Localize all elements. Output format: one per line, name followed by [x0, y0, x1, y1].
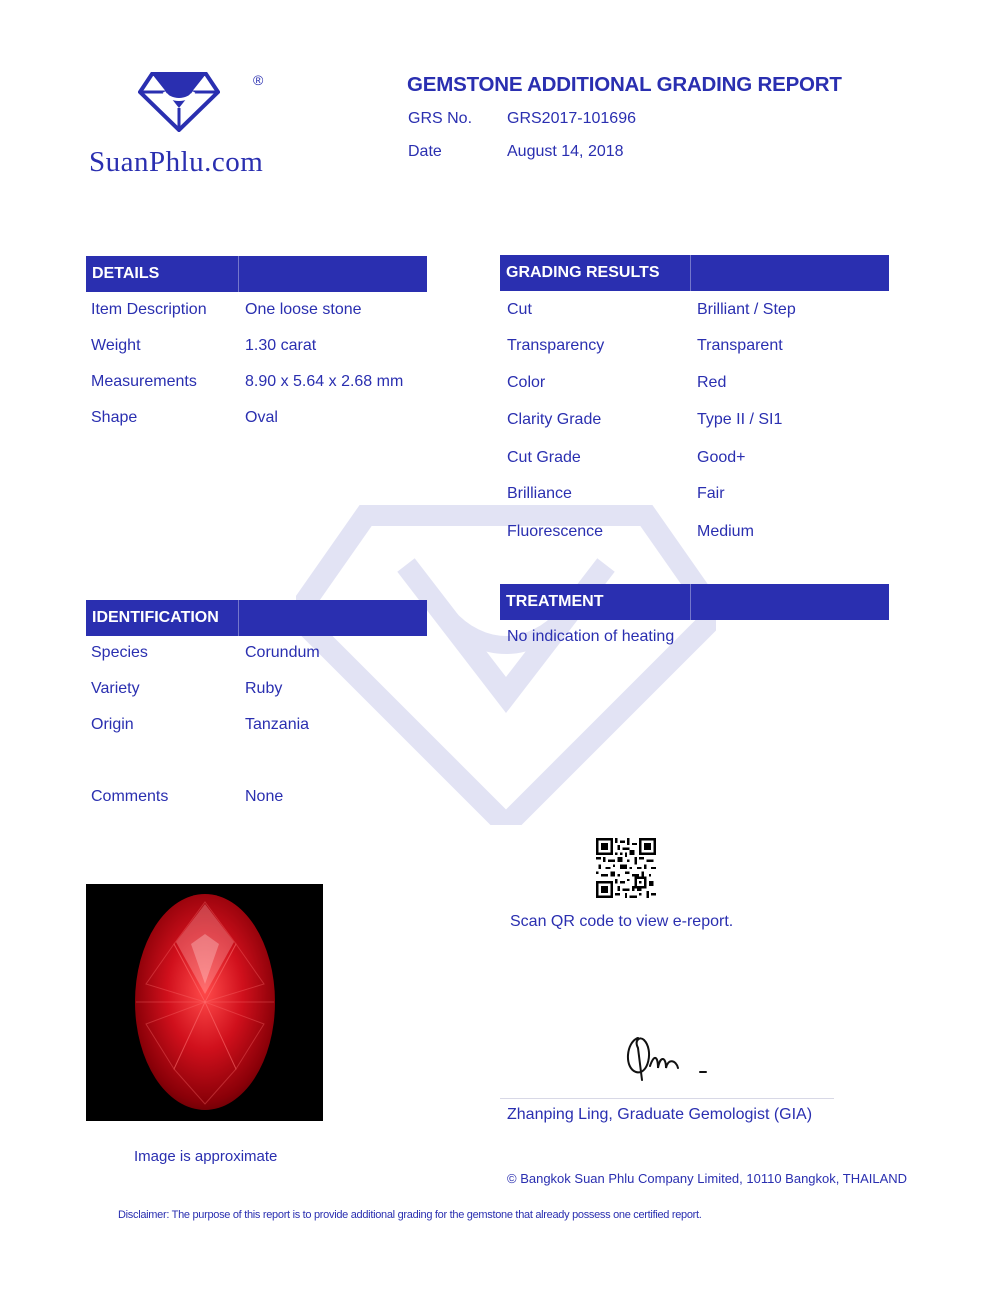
grading-label: Color	[507, 374, 546, 391]
details-label: Shape	[91, 409, 138, 426]
grs-label: GRS No.	[408, 110, 473, 127]
identification-label: Origin	[91, 716, 134, 733]
comments-label: Comments	[91, 788, 169, 805]
details-value: 8.90 x 5.64 x 2.68 mm	[245, 373, 404, 390]
ruby-illustration	[86, 884, 323, 1121]
treatment-text: No indication of heating	[507, 628, 675, 645]
identification-value: Tanzania	[245, 716, 310, 733]
signature-image	[620, 1028, 720, 1084]
grading-value: Brilliant / Step	[697, 301, 796, 318]
grading-label: Fluorescence	[507, 523, 604, 540]
grading-value: Transparent	[697, 337, 783, 354]
details-value: 1.30 carat	[245, 337, 317, 354]
signer-name: Zhanping Ling, Graduate Gemologist (GIA)	[507, 1106, 813, 1123]
registered-mark: ®	[253, 72, 264, 88]
grading-header	[500, 255, 889, 291]
header-divider	[690, 584, 691, 620]
date-value: August 14, 2018	[507, 143, 624, 160]
report-title: GEMSTONE ADDITIONAL GRADING REPORT	[407, 73, 842, 96]
grading-label: Transparency	[507, 337, 605, 354]
identification-value: Ruby	[245, 680, 283, 697]
details-label: Weight	[91, 337, 141, 354]
disclaimer-text: Disclaimer: The purpose of this report is to provide additional grading for the gemstone that already possess one certified report.	[118, 1209, 702, 1221]
grading-header-label: GRADING RESULTS	[506, 264, 660, 281]
brand-name: SuanPhlu.com	[89, 146, 264, 178]
grading-label: Clarity Grade	[507, 411, 602, 428]
identification-value: Corundum	[245, 644, 320, 661]
treatment-header	[500, 584, 889, 620]
qr-code-icon[interactable]	[596, 838, 656, 898]
grading-value: Red	[697, 374, 727, 391]
grading-value: Good+	[697, 449, 746, 466]
details-header-label: DETAILS	[92, 265, 160, 282]
details-label: Measurements	[91, 373, 197, 390]
grading-label: Cut Grade	[507, 449, 581, 466]
comments-value: None	[245, 788, 284, 805]
identification-header	[86, 600, 427, 636]
identification-label: Species	[91, 644, 148, 661]
grs-value: GRS2017-101696	[507, 110, 636, 127]
details-header	[86, 256, 427, 292]
watermark-logo-icon	[296, 505, 716, 825]
treatment-header-label: TREATMENT	[506, 593, 604, 610]
identification-header-label: IDENTIFICATION	[92, 609, 219, 626]
header-divider	[690, 255, 691, 291]
grading-value: Fair	[697, 485, 725, 502]
copyright-text: © Bangkok Suan Phlu Company Limited, 10110 Bangkok, THAILAND	[507, 1171, 908, 1186]
qr-caption: Scan QR code to view e-report.	[510, 913, 734, 930]
details-label: Item Description	[91, 301, 207, 318]
diamond-logo-icon	[138, 72, 220, 132]
grading-label: Cut	[507, 301, 532, 318]
header-divider	[238, 256, 239, 292]
date-label: Date	[408, 143, 442, 160]
header-divider	[238, 600, 239, 636]
identification-label: Variety	[91, 680, 140, 697]
image-caption: Image is approximate	[134, 1148, 278, 1165]
details-value: Oval	[245, 409, 278, 426]
grading-value: Medium	[697, 523, 754, 540]
details-value: One loose stone	[245, 301, 362, 318]
grading-value: Type II / SI1	[697, 411, 783, 428]
gem-image	[86, 884, 323, 1121]
signature-line	[500, 1098, 834, 1099]
grading-label: Brilliance	[507, 485, 572, 502]
